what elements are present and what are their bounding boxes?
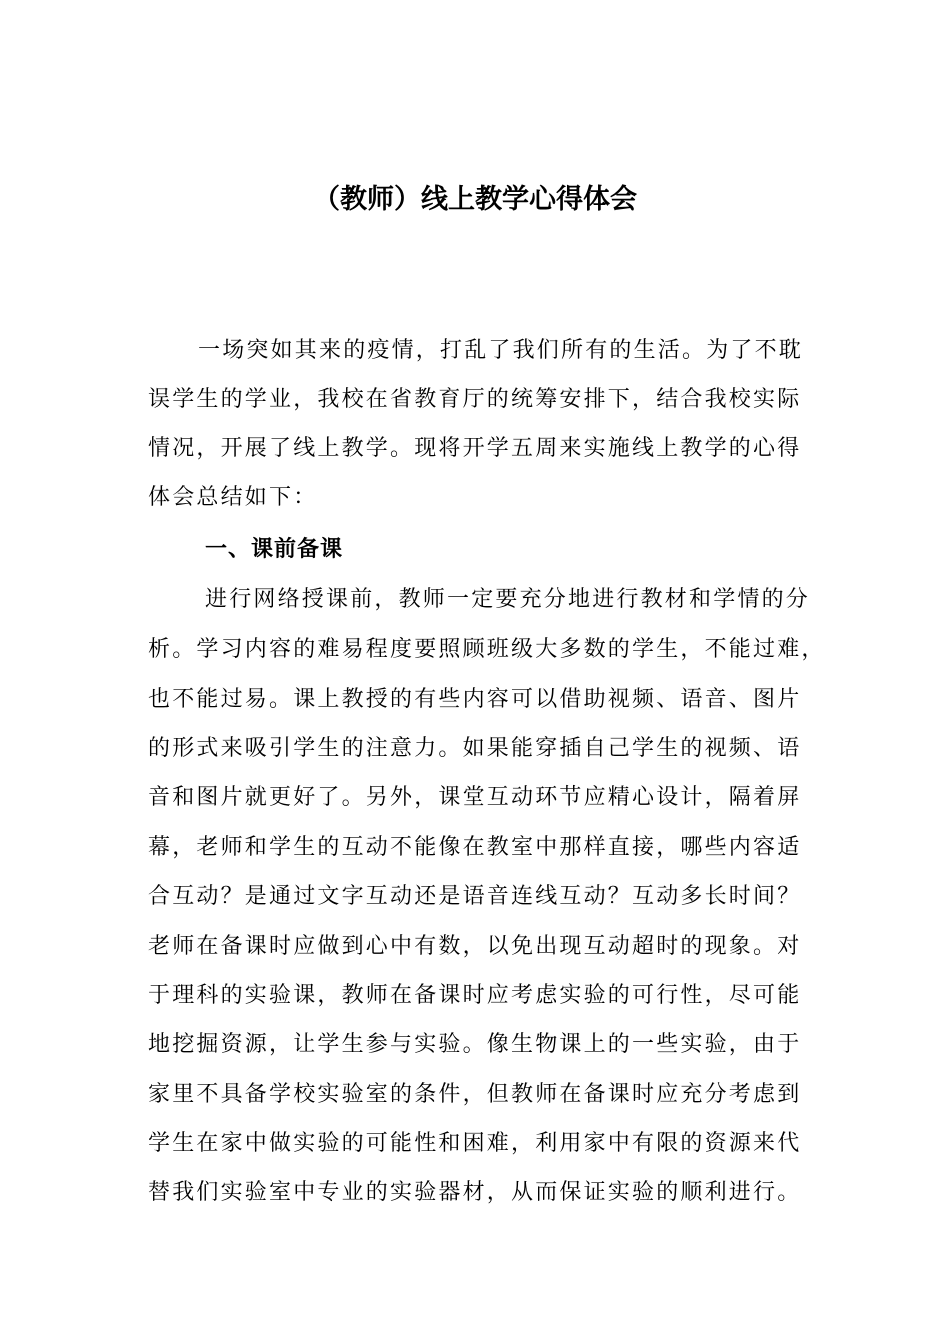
paragraph-line: 析。学习内容的难易程度要照顾班级大多数的学生，不能过难， (148, 637, 826, 662)
paragraph-line: 幕，老师和学生的互动不能像在教室中那样直接，哪些内容适 (148, 835, 802, 860)
paragraph-line: 地挖掘资源，让学生参与实验。像生物课上的一些实验，由于 (148, 1032, 802, 1057)
paragraph-line: 一场突如其来的疫情，打乱了我们所有的生活。为了不耽 (198, 338, 804, 363)
document-title: （教师）线上教学心得体会 (313, 184, 637, 215)
paragraph-line: 学生在家中做实验的可能性和困难，利用家中有限的资源来代 (148, 1131, 802, 1156)
paragraph-line: 误学生的学业，我校在省教育厅的统筹安排下，结合我校实际 (148, 387, 802, 412)
paragraph-line: 进行网络授课前，教师一定要充分地进行教材和学情的分 (205, 587, 811, 612)
paragraph-line: 老师在备课时应做到心中有数，以免出现互动超时的现象。对 (148, 934, 802, 959)
paragraph-line: 替我们实验室中专业的实验器材，从而保证实验的顺利进行。 (148, 1180, 802, 1205)
section-heading: 一、课前备课 (205, 537, 344, 562)
paragraph-line: 于理科的实验课，教师在备课时应考虑实验的可行性，尽可能 (148, 983, 802, 1008)
paragraph-line: 合互动？是通过文字互动还是语音连线互动？互动多长时间？ (148, 884, 802, 909)
paragraph-line: 家里不具备学校实验室的条件，但教师在备课时应充分考虑到 (148, 1082, 802, 1107)
paragraph-line: 音和图片就更好了。另外，课堂互动环节应精心设计，隔着屏 (148, 785, 802, 810)
paragraph-line: 也不能过易。课上教授的有些内容可以借助视频、语音、图片 (148, 687, 802, 712)
paragraph-line: 的形式来吸引学生的注意力。如果能穿插自己学生的视频、语 (148, 736, 802, 761)
paragraph-line: 情况，开展了线上教学。现将开学五周来实施线上教学的心得 (148, 436, 802, 461)
paragraph-line: 体会总结如下： (148, 485, 318, 510)
